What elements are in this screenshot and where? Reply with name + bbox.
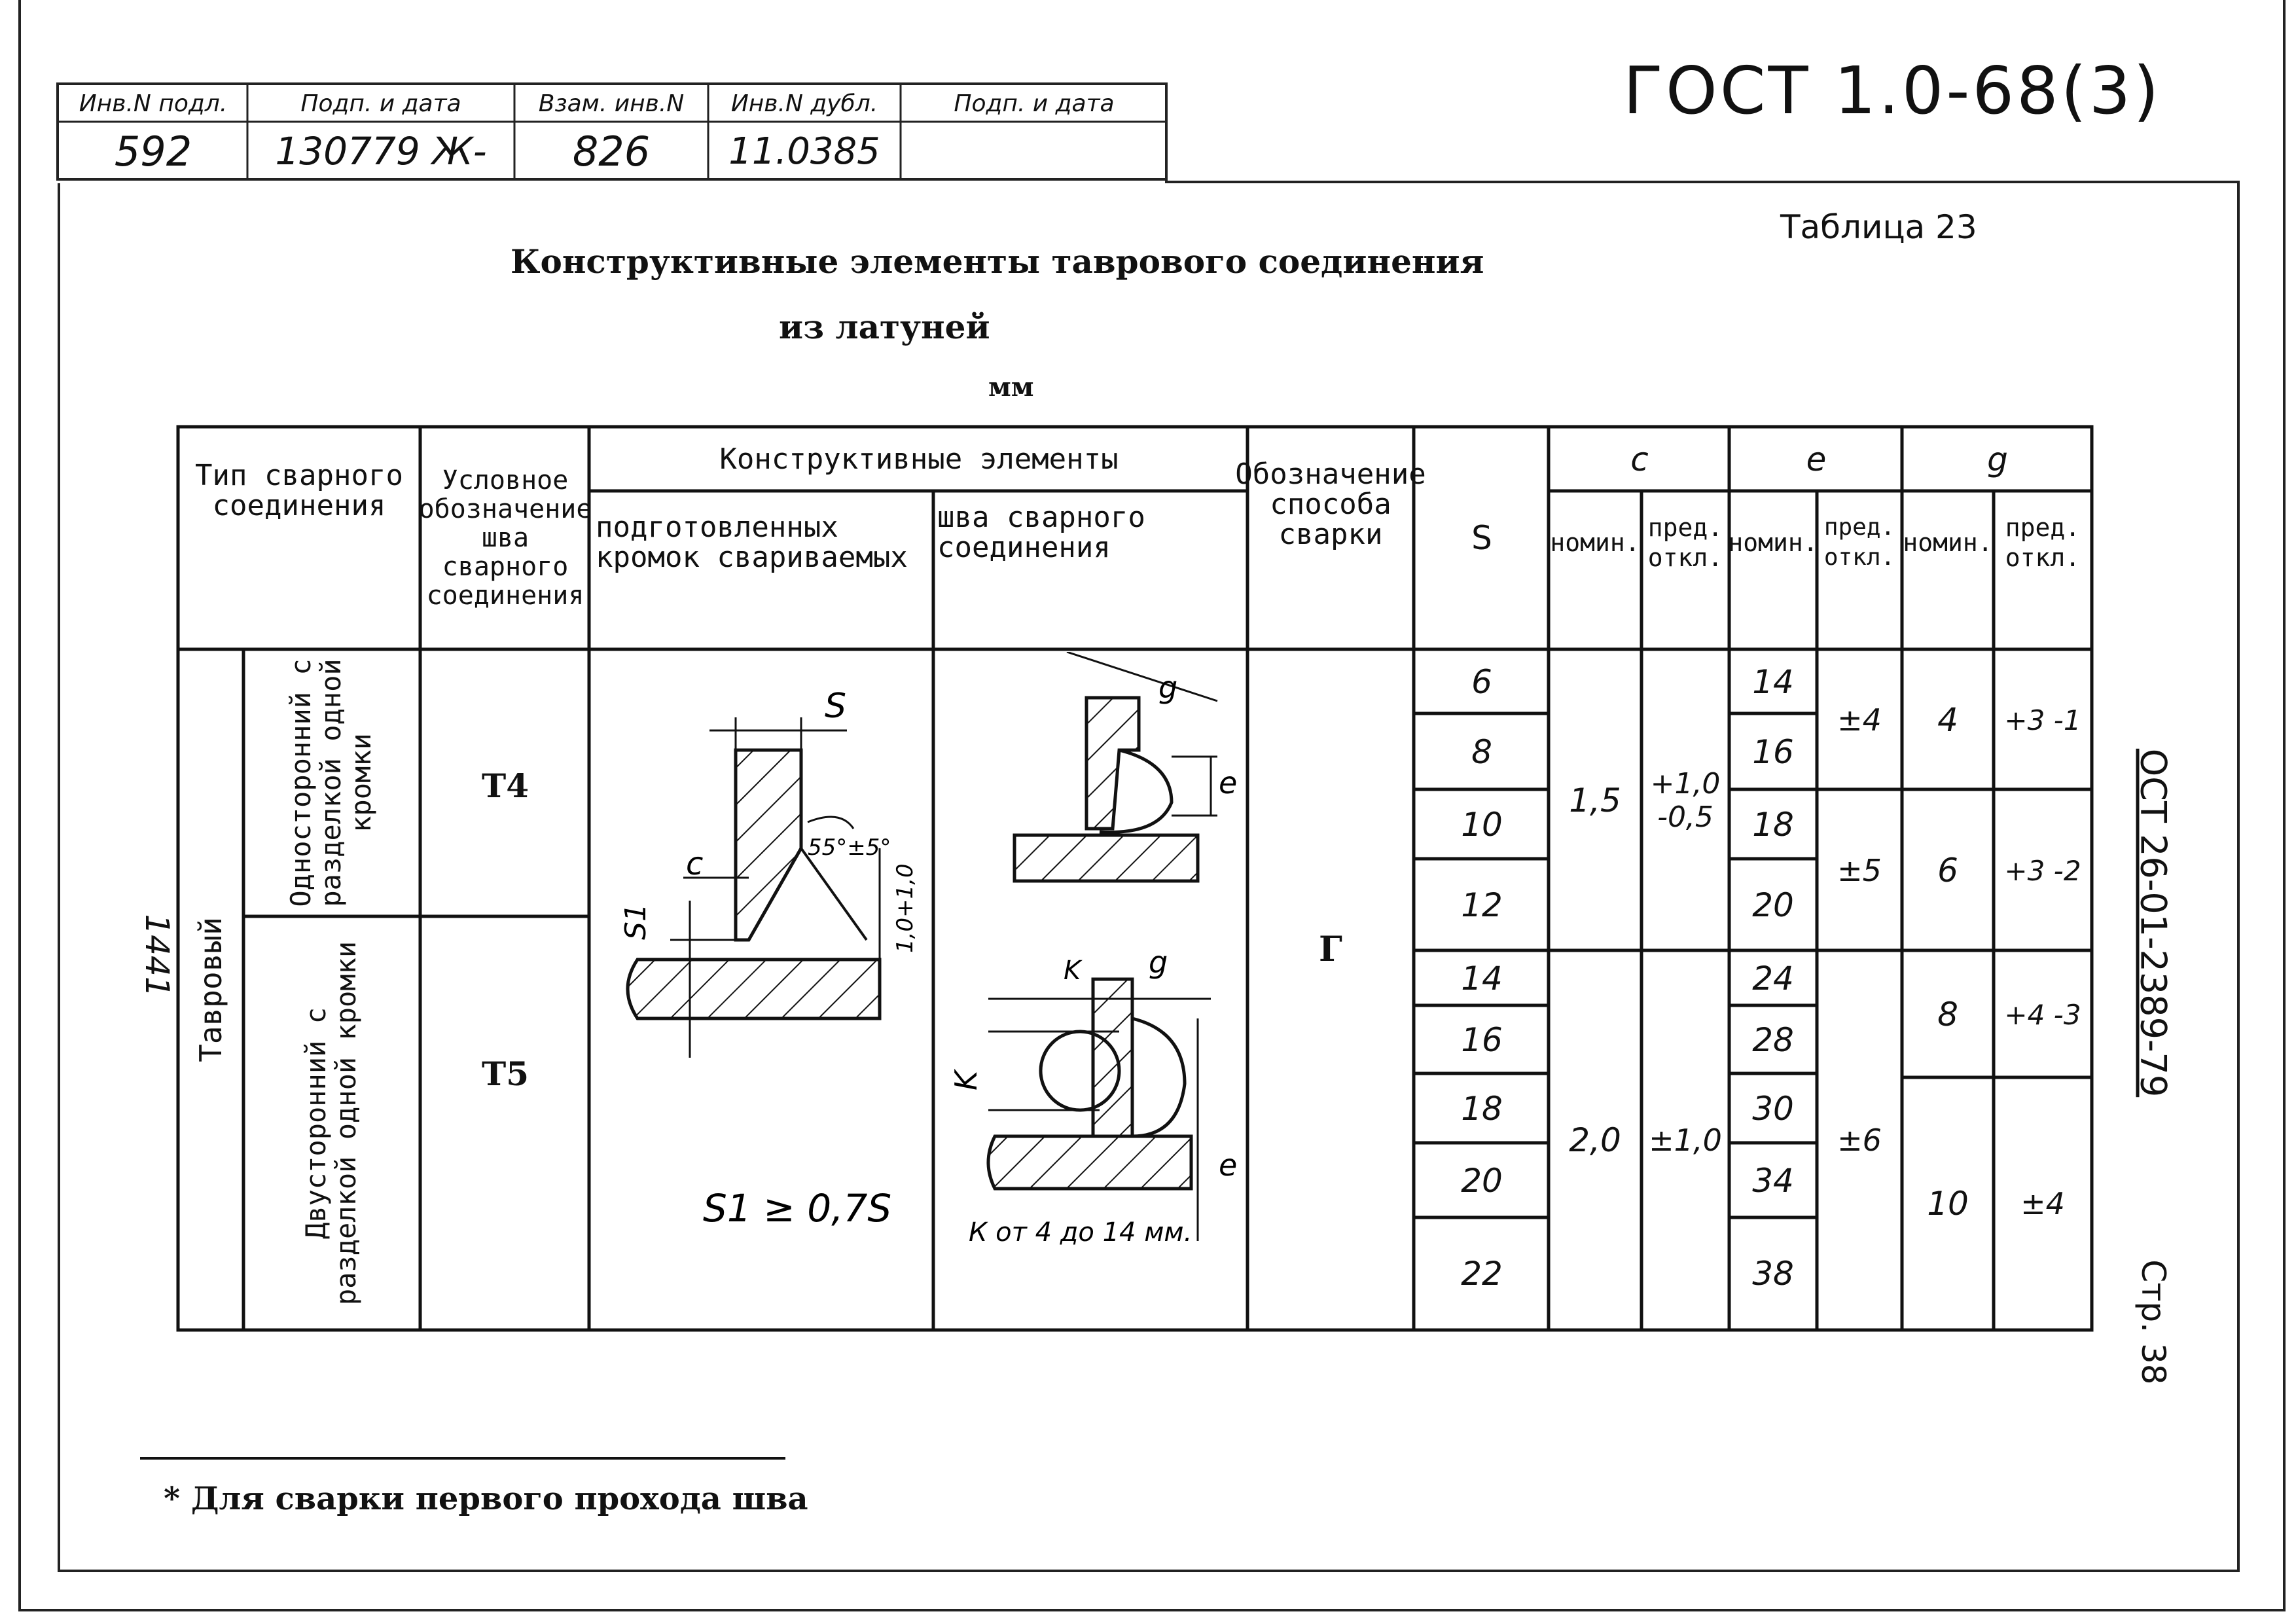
header-e: e: [1806, 440, 1827, 478]
s-value: 16: [1461, 1021, 1503, 1059]
c-nominal: 2,0: [1569, 1121, 1621, 1159]
stamp-header-3: Взам. инв.N: [538, 90, 685, 117]
stamp-value-3: 826: [572, 127, 651, 175]
header-g: g: [1987, 440, 2008, 478]
e-value: 14: [1752, 663, 1794, 701]
header-e-nom: номин.: [1728, 528, 1818, 557]
g-tolerance: +3 -1: [2004, 704, 2081, 736]
stamp-header-1: Инв.N подл.: [79, 90, 228, 117]
stamp-value-2: 130779 Ж-: [275, 129, 487, 173]
weld-label-k-rule: К от 4 до 14 мм.: [969, 1217, 1193, 1248]
table-title-line2: из латуней: [779, 308, 990, 346]
g-nominal: 6: [1937, 852, 1958, 890]
designation-t5: Т5: [482, 1054, 529, 1093]
weld-label-k-side: K: [948, 1070, 984, 1090]
table-title-line1: Конструктивные элементы таврового соединения: [511, 242, 1484, 281]
c-nominal: 1,5: [1569, 782, 1621, 819]
label-rootface: 1,0+1,0: [892, 863, 918, 953]
header-g-nom: номин.: [1903, 528, 1993, 557]
c-tolerance: ±1,0: [1649, 1123, 1722, 1158]
e-tolerance: ±4: [1837, 702, 1882, 738]
header-method: Обозначение способа сварки: [1235, 458, 1426, 551]
stamp-value-4: 11.0385: [728, 130, 880, 173]
header-c: c: [1630, 440, 1649, 478]
header-joint-type: Тип сварного соединения: [195, 459, 403, 522]
e-tolerance: ±5: [1837, 853, 1882, 888]
s-value: 12: [1461, 886, 1503, 924]
header-g-tol: пред. откл.: [2005, 513, 2081, 572]
e-value: 28: [1752, 1021, 1794, 1059]
header-c-nom: номин.: [1550, 528, 1640, 557]
header-elements: Конструктивные элементы: [719, 442, 1119, 476]
header-designation: Условное обозначение шва сварного соединения: [418, 465, 592, 611]
t5-description: Двусторонний с разделкой одной кромки: [300, 941, 362, 1306]
header-e-tol: пред. откл.: [1823, 514, 1895, 571]
e-value: 24: [1752, 960, 1794, 998]
header-s: S: [1471, 519, 1492, 557]
units-label: мм: [988, 372, 1034, 403]
e-value: 30: [1752, 1090, 1794, 1128]
e-value: 34: [1752, 1162, 1794, 1200]
side-page-number: Стр. 38: [2134, 1259, 2172, 1385]
label-c: c: [686, 846, 704, 882]
side-document-code: ОСТ 26-01-2389-79: [2132, 748, 2174, 1098]
g-tolerance: +4 -3: [2004, 998, 2081, 1031]
welding-method-value: Г: [1319, 929, 1342, 969]
header-c-tol: пред. откл.: [1647, 513, 1723, 572]
g-nominal: 4: [1937, 701, 1958, 739]
joint-type-label: Тавровый: [193, 917, 228, 1062]
document-code: ГОСТ 1.0-68(3): [1623, 52, 2162, 129]
g-nominal: 10: [1927, 1185, 1969, 1223]
s-value: 10: [1461, 806, 1503, 844]
g-nominal: 8: [1937, 996, 1958, 1034]
header-elements-weld: шва сварного соединения: [937, 501, 1145, 564]
s-value: 8: [1471, 733, 1492, 771]
label-angle: 55°±5°: [808, 835, 891, 861]
s-value: 20: [1461, 1162, 1503, 1200]
e-tolerance: ±6: [1837, 1123, 1882, 1158]
e-value: 20: [1752, 886, 1794, 924]
weld-label-e-bottom: e: [1219, 1147, 1238, 1183]
s-value: 22: [1461, 1255, 1503, 1293]
designation-t4: Т4: [482, 766, 529, 805]
g-tolerance: +3 -2: [2004, 854, 2081, 887]
margin-note: 1441: [138, 914, 176, 998]
s-value: 14: [1461, 960, 1503, 998]
stamp-header-5: Подп. и дата: [954, 90, 1115, 117]
label-s1: S1: [619, 903, 653, 940]
table-number: Таблица 23: [1780, 208, 1977, 246]
stamp-header-4: Инв.N дубл.: [730, 90, 878, 117]
c-tolerance: +1,0 -0,5: [1650, 767, 1721, 834]
s-value: 6: [1471, 663, 1492, 701]
stamp-header-2: Подп. и дата: [300, 90, 461, 117]
weld-label-g-bottom: g: [1149, 944, 1168, 980]
e-value: 16: [1752, 733, 1794, 771]
s-value: 18: [1461, 1090, 1503, 1128]
g-tolerance: ±4: [2020, 1186, 2065, 1221]
label-s1-rule: S1 ≥ 0,7S: [703, 1186, 892, 1231]
weld-label-e-top: e: [1219, 765, 1238, 800]
e-value: 38: [1752, 1255, 1794, 1293]
t4-description: Односторонний с разделкой одной кромки: [285, 658, 377, 907]
weld-label-k-top: K: [1064, 956, 1081, 986]
weld-label-g-top: g: [1158, 670, 1178, 705]
header-elements-prepared: подготовленных кромок свариваемых: [596, 511, 908, 574]
e-value: 18: [1752, 806, 1794, 844]
footnote: * Для сварки первого прохода шва: [164, 1481, 808, 1517]
label-s: S: [825, 687, 847, 726]
stamp-value-1: 592: [114, 127, 192, 175]
